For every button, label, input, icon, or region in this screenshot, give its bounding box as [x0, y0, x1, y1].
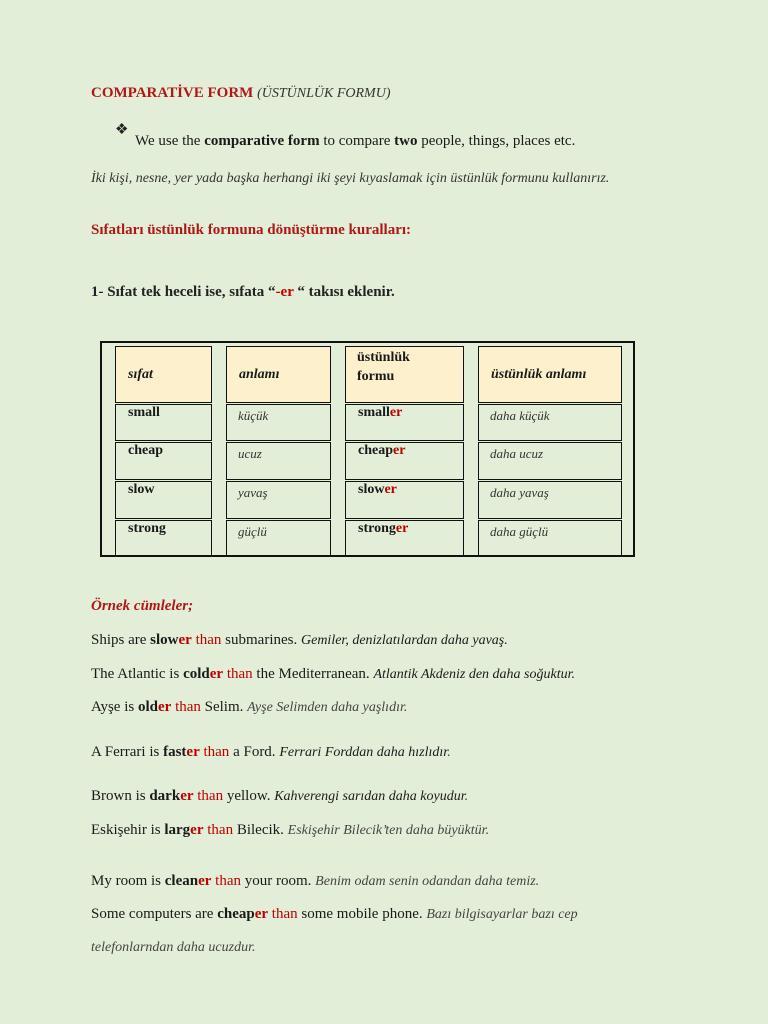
cell-adjective [115, 520, 212, 557]
cell-meaning [226, 481, 331, 519]
meaning: küçük [238, 408, 269, 423]
title-sub: (ÜSTÜNLÜK FORMU) [257, 86, 391, 101]
comparative-meaning: daha küçük [490, 408, 550, 423]
example-post: your room. [241, 873, 316, 889]
rules-heading: Sıfatları üstünlük formuna dönüştürme kuralları: [91, 222, 412, 238]
example-adjective: old [137, 699, 158, 715]
cell-comparative-meaning [478, 442, 622, 480]
example-pre: My room is [91, 873, 165, 889]
examples-heading: Örnek cümleler; [91, 598, 194, 614]
example-than: than [193, 788, 224, 804]
example-post: the Mediterranean. [252, 666, 374, 682]
example-suffix: er [157, 699, 172, 715]
comparative-meaning: daha ucuz [490, 446, 544, 461]
example-sentence [91, 744, 451, 761]
example-suffix: er [186, 744, 200, 760]
comparative-suffix: er [393, 443, 406, 458]
header-line-2: formu [357, 369, 395, 384]
example-suffix: er [254, 906, 269, 922]
example-translation: Benim odam senin odandan daha temiz [315, 874, 536, 889]
comparative-base: cheap [358, 443, 393, 458]
meaning: güçlü [238, 524, 267, 539]
header-line-1: üstünlük [357, 350, 410, 365]
example-suffix: er [180, 788, 194, 804]
diamond-bullet-icon: ❖ [115, 122, 129, 138]
comparative-base: small [358, 405, 390, 420]
cell-adjective [115, 481, 212, 519]
example-translation: telefonlarndan daha ucuzdur. [91, 940, 256, 955]
example-adjective: cheap [217, 906, 255, 922]
header-label: üstünlük anlamı [491, 367, 587, 382]
cell-comparative [345, 481, 464, 519]
cell-meaning [226, 520, 331, 557]
header-label [357, 348, 410, 386]
example-end: . [485, 823, 490, 838]
example-sentence [91, 906, 578, 923]
adjective: small [128, 405, 160, 420]
intro-bold-2: two [394, 133, 418, 149]
rule-1-text-1: 1- Sıfat tek heceli ise, sıfata “ [91, 284, 276, 300]
cell-adjective [115, 442, 212, 480]
intro-translation: İki kişi, nesne, yer yada başka herhangi iki şeyi kıyaslamak için üstünlük formunu kullanırız. [91, 171, 610, 186]
comparative-meaning: daha yavaş [490, 485, 549, 500]
example-pre: Some computers are [91, 906, 218, 922]
intro-sentence [135, 133, 575, 150]
example-translation: Atlantik Akdeniz den daha soğuktur [373, 667, 572, 682]
example-post: Bilecik. [233, 822, 288, 838]
intro-text-2: to compare [319, 133, 395, 149]
example-end: . [447, 745, 451, 760]
example-pre: Brown is [91, 788, 150, 804]
example-suffix: er [190, 822, 204, 838]
comparative-base: strong [358, 521, 396, 536]
example-than: than [203, 822, 234, 838]
rule-1-suffix: -er [275, 284, 294, 300]
example-translation: Kahverengi sarıdan daha koyudur [274, 789, 465, 804]
example-sentence [91, 788, 468, 805]
comparative-suffix: er [389, 405, 403, 420]
header-anlami [226, 346, 331, 403]
header-ustunluk-formu [345, 346, 464, 403]
example-adjective: fast [163, 744, 187, 760]
cell-meaning [226, 404, 331, 441]
intro-bold-1: comparative form [204, 133, 320, 149]
example-translation: Gemiler, denizlatılardan daha yavaş [301, 633, 505, 648]
header-ustunluk-anlami [478, 346, 622, 403]
example-translation: Ayşe Selimden daha yaşlıdır [247, 700, 404, 715]
comparative [358, 521, 408, 537]
comparative-suffix: er [384, 482, 397, 497]
cell-meaning [226, 442, 331, 480]
example-adjective: slow [150, 632, 179, 648]
comparative [358, 443, 405, 459]
comparative-table [100, 341, 635, 557]
example-pre: Eskişehir is [91, 822, 165, 838]
example-than: than [223, 666, 253, 682]
header-sifat [115, 346, 212, 403]
example-suffix: er [178, 632, 192, 648]
example-than: than [199, 744, 230, 760]
example-than: than [171, 699, 201, 715]
comparative [358, 405, 402, 421]
example-end: . [571, 667, 575, 682]
comparative-meaning: daha güçlü [490, 524, 549, 539]
example-adjective: larg [164, 822, 191, 838]
example-sentence [91, 632, 508, 649]
meaning: ucuz [238, 446, 262, 461]
intro-text-1: We use the [135, 133, 205, 149]
cell-comparative [345, 520, 464, 557]
comparative-base: slow [358, 482, 385, 497]
meaning: yavaş [238, 485, 268, 500]
adjective: slow [128, 482, 155, 497]
title-main: COMPARATİVE FORM [91, 85, 254, 101]
cell-adjective [115, 404, 212, 441]
example-post: Selim. [200, 699, 248, 715]
example-suffix: er [198, 873, 212, 889]
cell-comparative [345, 404, 464, 441]
example-post: yellow. [223, 788, 275, 804]
example-than: than [191, 632, 222, 648]
example-end: . [504, 633, 508, 648]
cell-comparative-meaning [478, 404, 622, 441]
example-than: than [211, 873, 241, 889]
example-end: . [535, 874, 540, 889]
example-sentence [91, 822, 489, 839]
adjective: strong [128, 521, 166, 536]
example-post: some mobile phone. [297, 906, 427, 922]
cell-comparative-meaning [478, 481, 622, 519]
intro-text-3: people, things, places etc. [417, 133, 576, 149]
example-than: than [268, 906, 298, 922]
example-sentence [91, 699, 407, 716]
comparative-suffix: er [395, 521, 409, 536]
header-label: sıfat [128, 367, 153, 382]
comparative [358, 482, 397, 498]
example-translation: Ferrari Forddan daha hızlıdır [279, 745, 448, 760]
example-adjective: cold [183, 666, 210, 682]
example-sentence [91, 873, 539, 890]
example-pre: Ayşe is [91, 699, 138, 715]
example-translation: Bazı bilgisayarlar bazı cep [426, 907, 578, 922]
adjective: cheap [128, 443, 163, 458]
example-sentence [91, 666, 575, 683]
example-translation: Eskişehir Bilecik’ten daha büyüktür [287, 823, 486, 838]
example-end: . [403, 700, 408, 715]
example-suffix: er [209, 666, 224, 682]
cell-comparative [345, 442, 464, 480]
example-continuation [91, 939, 256, 956]
example-adjective: clean [164, 873, 199, 889]
example-pre: A Ferrari is [91, 744, 164, 760]
example-adjective: dark [149, 788, 181, 804]
example-pre: The Atlantic is [91, 666, 184, 682]
rule-1-text-2: “ takısı eklenir. [293, 284, 395, 300]
example-end: . [464, 789, 469, 804]
example-post: a Ford. [229, 744, 280, 760]
cell-comparative-meaning [478, 520, 622, 557]
rule-1 [91, 284, 395, 301]
header-label: anlamı [239, 367, 280, 382]
page-title [91, 85, 390, 102]
example-post: submarines. [221, 632, 301, 648]
example-pre: Ships are [91, 632, 151, 648]
